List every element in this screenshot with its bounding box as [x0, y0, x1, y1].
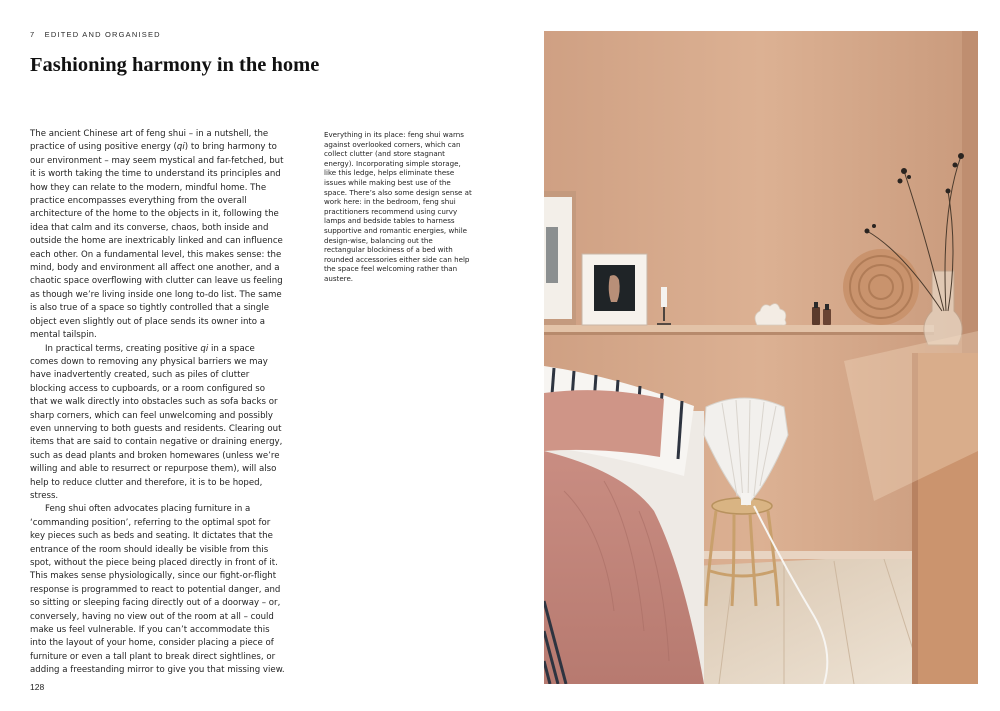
chapter-number: 7 [30, 30, 36, 39]
paragraph-2-text-a: In practical terms, creating positive [45, 343, 201, 354]
bottle-2 [823, 309, 831, 325]
ledge-shadow [544, 332, 934, 335]
page-number: 128 [30, 682, 45, 692]
body-text [30, 128, 285, 678]
paragraph-2-text-b: in a space comes down to removing any physical barriers we may have inadvertently created, such as piles of clutter blocking access to cupboards, or a room configured so that we walk directly into obstacles such as sofa backs or sharp corners, which can feel unwelcoming and possibly even unnerving to both guests and residents. Clearing out items that are said to contain negative or draining energy, such as dead plants and broken homewares (unless we’re willing and able to resurrect or repurpose them), will also help to reduce clutter and therefore, it is to be hoped, stress. [30, 343, 283, 501]
chapter-title: EDITED AND ORGANISED [44, 30, 161, 39]
photo-figure [609, 275, 620, 302]
bottle-1 [812, 307, 820, 325]
paragraph-3: Feng shui often advocates placing furniture in a ‘commanding position’, referring to the optimal spot for key pieces such as beds and seating. It dictates that the entrance of the room should ideally be visible from this spot, without the piece being placed directly in front of it. This makes sense physiologically, since our fight-or-flight response is programmed to react to potential danger, and so sitting or sleeping facing directly out of a doorway – or, conversely, having no view out of the room at all – could make us feel vulnerable. If you can’t accommodate this into the layout of your home, consider placing a piece of furniture or even a tall plant to break direct sightlines, or adding a freestanding mirror to give you that missing view. [30, 504, 285, 676]
photo-caption: Everything in its place: feng shui warns against overlooked corners, which can collect clutter (and store stagnant energy). Incorporating simple storage, like this ledge, helps eliminate these issues while making best use of the space. There’s also some design sense at work here: in the bedroom, feng shui practitioners recommend using curvy lamps and bedside tables to harness supportive and romantic energies, while design-wise, balancing out the rectangular blockiness of a bed with rounded accessories either side can help the space feel welcoming rather than austere. [324, 130, 472, 283]
bedroom-illustration [544, 31, 978, 684]
paragraph-1 [30, 128, 285, 343]
paragraph-2 [30, 343, 285, 504]
lamp-base [741, 493, 751, 505]
bottle-2-cap [825, 304, 829, 310]
paragraph-1-qi: qi [176, 142, 185, 153]
print-left-image [546, 227, 558, 283]
running-head [30, 30, 161, 39]
paragraph-1-text-b: ) to bring harmony to our environment – may seem mystical and far-fetched, but it is worth taking the time to understand its principles and how they can relate to the modern, mindful home. The practice encompasses everything from the overall architecture of the home to the objects in it, following the idea that calm and its converse, chaos, both inside and outside the home are inextricably linked and can influence each other. On a fundamental level, this makes sense: the mind, body and environment all affect one another, and a chaotic space overflowing with clutter can leave us feeling as though we’re living inside one long to-do list. The same is also true of a space so tightly controlled that a single object even slightly out of place sends its owner into a mental tailspin. [30, 142, 284, 341]
bedroom-photo [544, 31, 978, 684]
candle [661, 287, 667, 307]
paragraph-1-text-a: The ancient Chinese art of feng shui – in a nutshell, the practice of using positive energy ( [30, 129, 269, 153]
paragraph-2-qi: qi [200, 343, 209, 354]
woven-basket [843, 249, 919, 325]
article-title: Fashioning harmony in the home [30, 54, 320, 76]
bottle-1-cap [814, 302, 818, 308]
wall-ledge [544, 325, 934, 332]
pink-pillow [544, 390, 664, 457]
